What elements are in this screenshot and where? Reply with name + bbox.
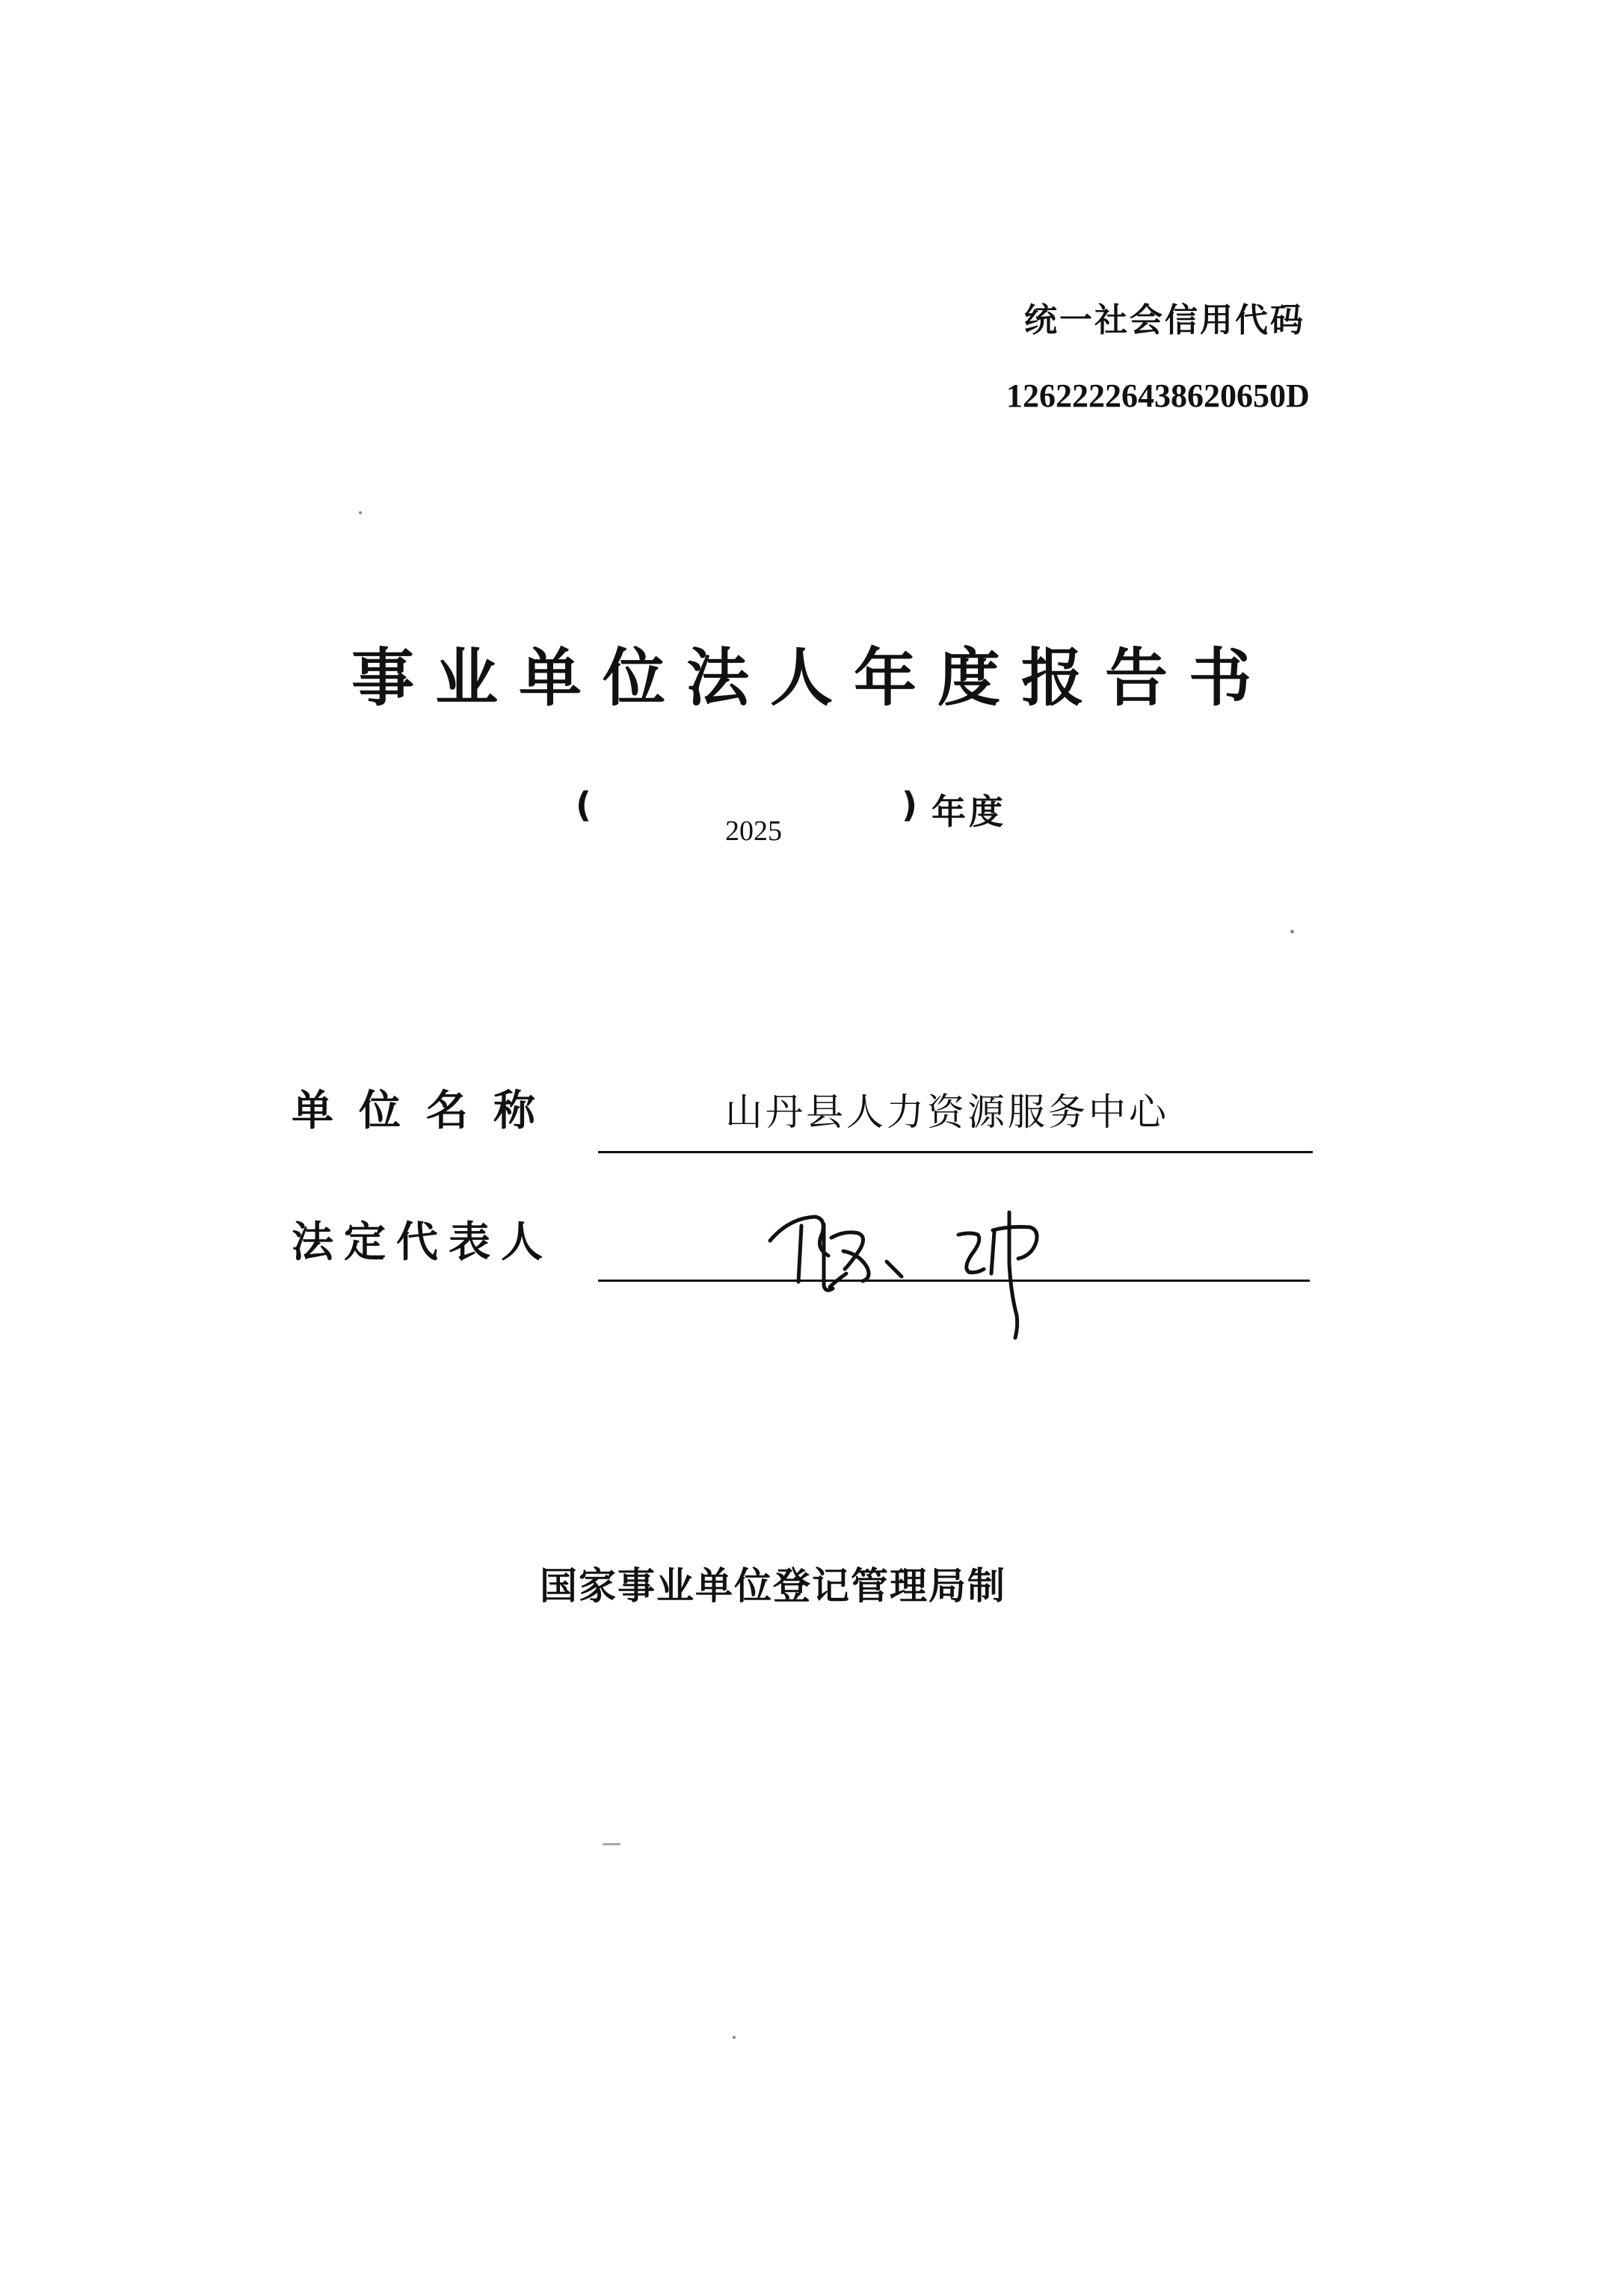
credit-code-label: 统一社会信用代码 (1024, 301, 1305, 339)
scan-speck (1290, 930, 1294, 933)
issuer-footer: 国家事业单位登记管理局制 (540, 1564, 1006, 1608)
credit-code-value: 12622226438620650D (1006, 377, 1310, 414)
legal-representative-label: 法定代表人 (292, 1218, 553, 1267)
unit-name-label: 单位名称 (292, 1087, 561, 1135)
report-year-value: 2025 (725, 815, 782, 847)
unit-name-value: 山丹县人力资源服务中心 (725, 1090, 1169, 1134)
year-close-paren: ) (902, 785, 918, 825)
legal-representative-underline (598, 1280, 1310, 1282)
year-open-paren: ( (576, 785, 592, 825)
document-title: 事业单位法人年度报告书 (351, 641, 1273, 715)
year-suffix: 年度 (931, 791, 1006, 832)
scan-speck (603, 1843, 620, 1845)
scan-speck (359, 511, 362, 514)
scan-speck (733, 2036, 736, 2039)
unit-name-underline (598, 1151, 1313, 1153)
report-year-line (576, 785, 1039, 852)
handwritten-signature (755, 1196, 1084, 1345)
